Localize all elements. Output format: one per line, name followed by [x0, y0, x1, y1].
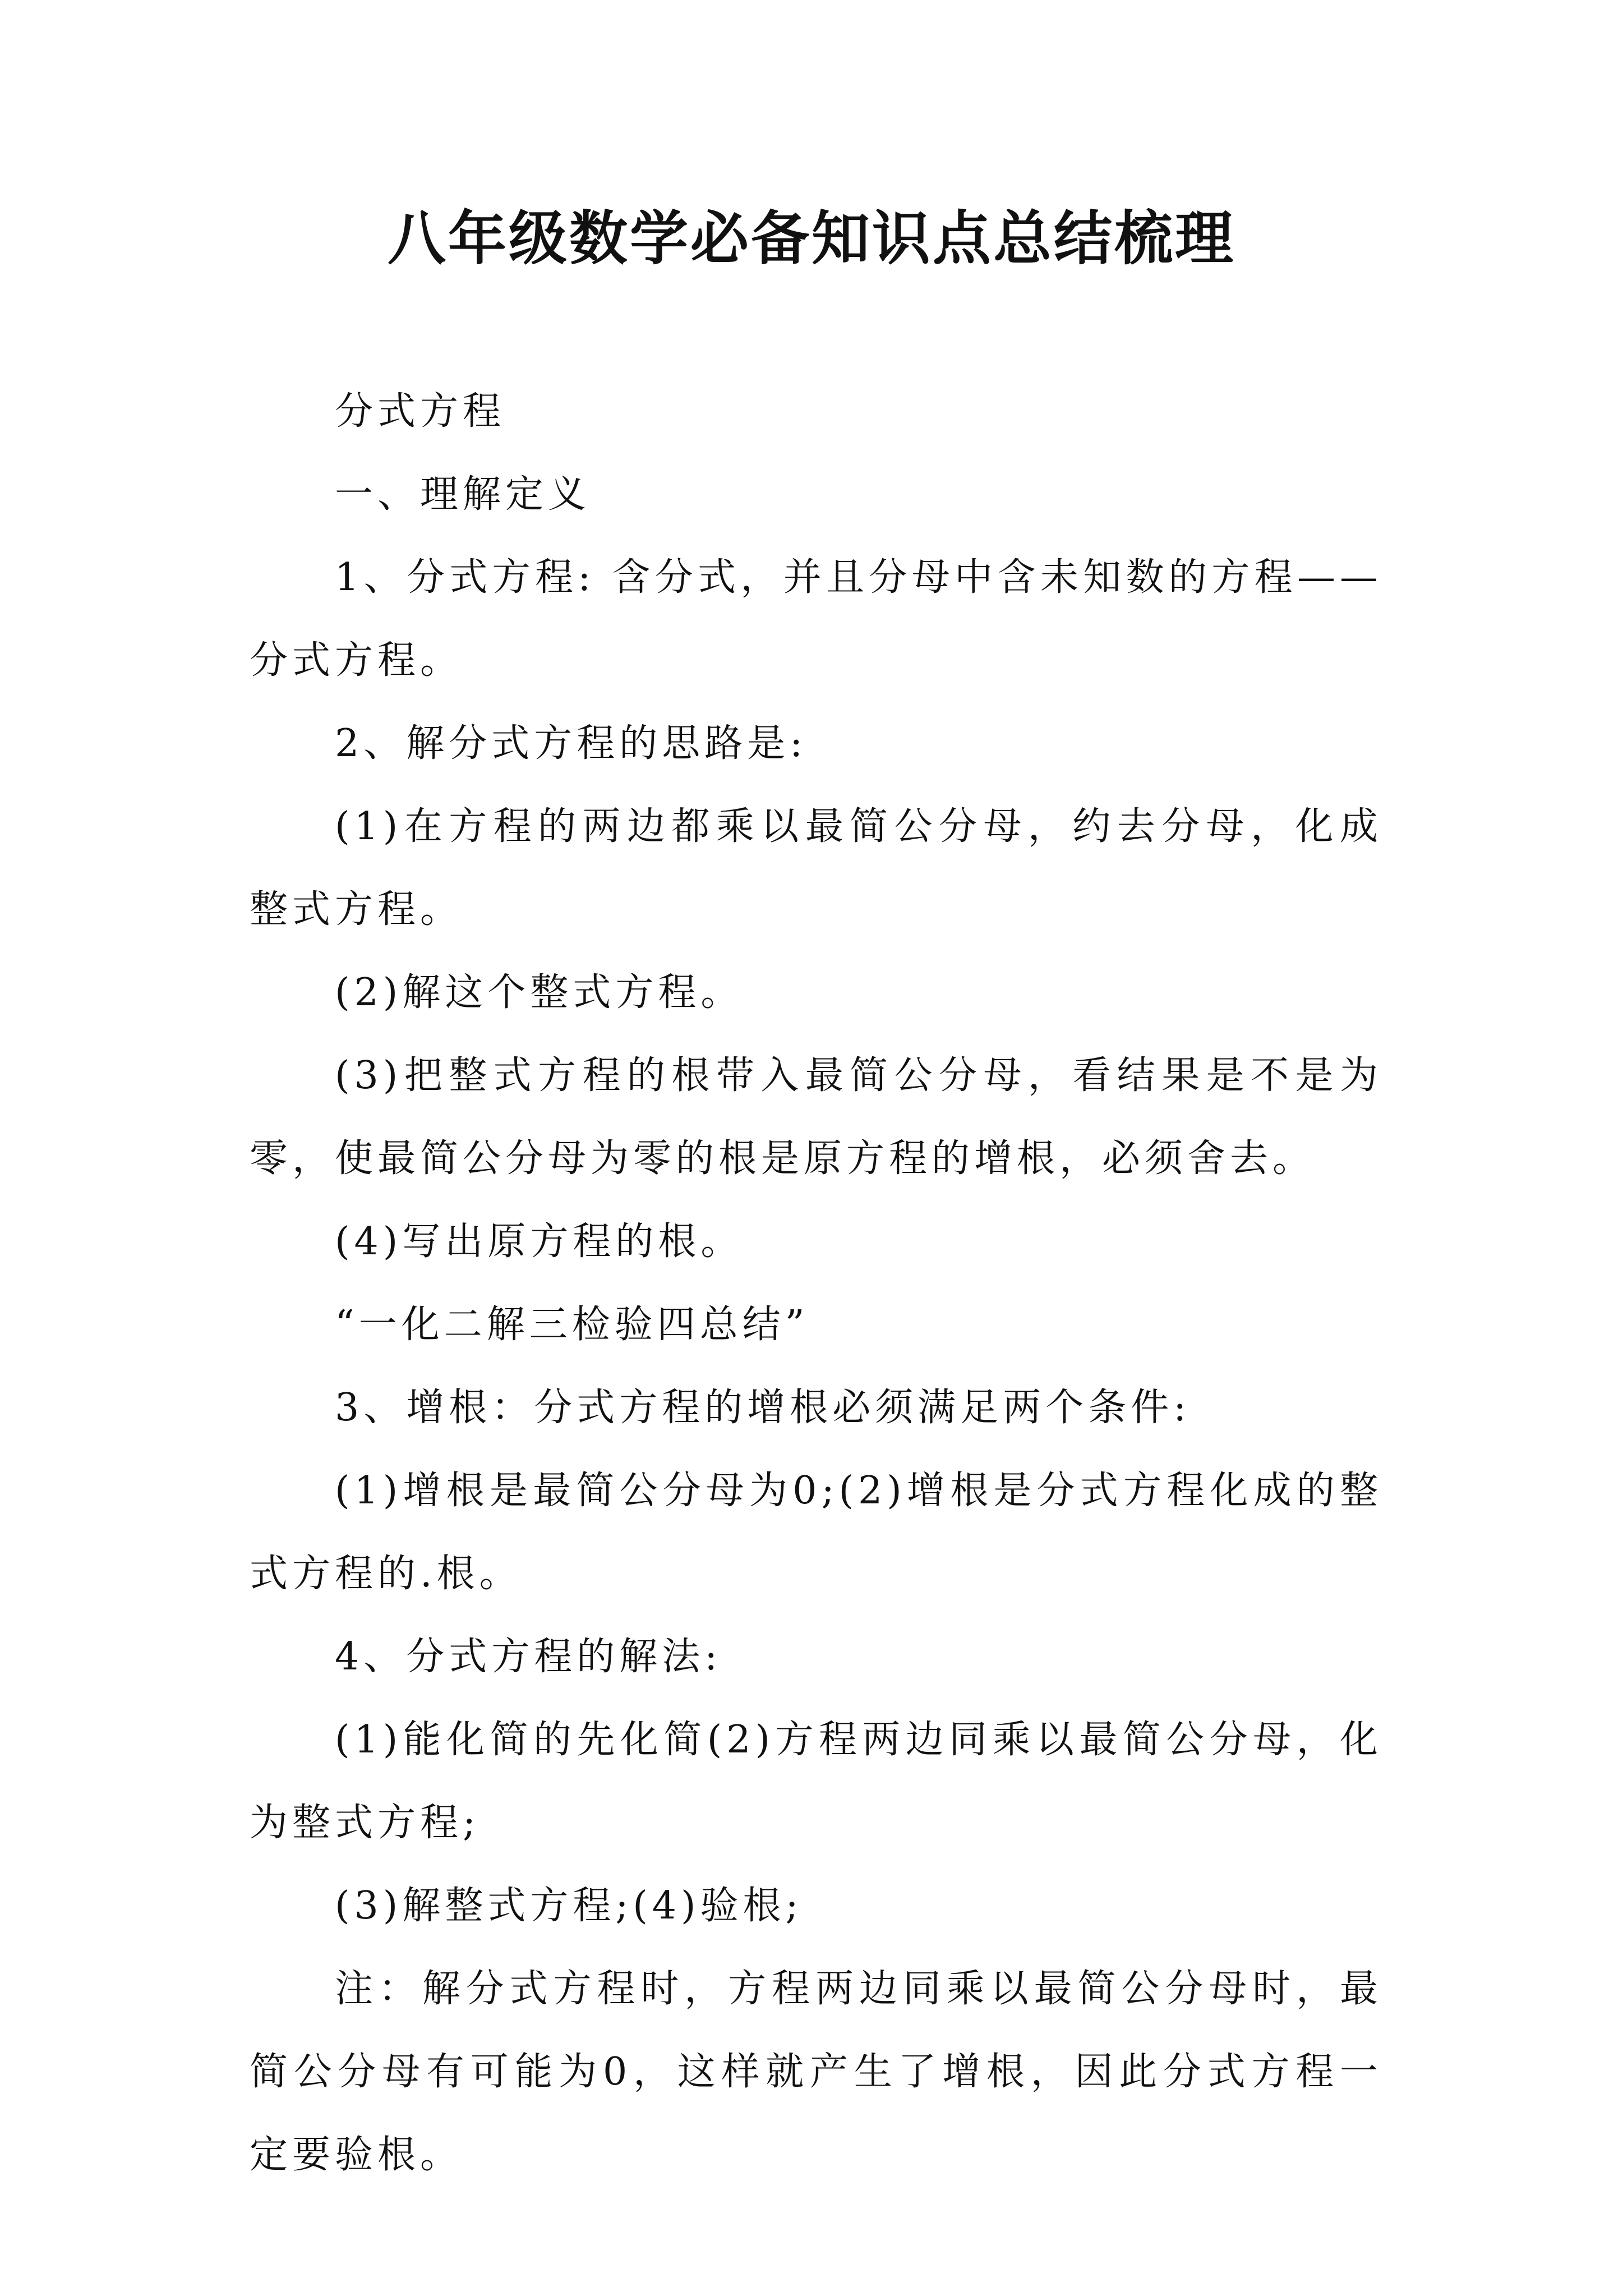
- step-2-paragraph: (2)解这个整式方程。: [335, 970, 744, 1015]
- definition-paragraph: 1、分式方程: 含分式，并且分母中含未知数的方程——分式方程。: [250, 555, 1382, 683]
- summary-quote: “一化二解三检验四总结”: [335, 1303, 809, 1347]
- step-4-paragraph: (4)写出原方程的根。: [335, 1220, 744, 1264]
- extraneous-root-conditions: (1)增根是最简公分母为0;(2)增根是分式方程化成的整式方程的.根。: [250, 1469, 1382, 1596]
- document-body: [250, 370, 1382, 2197]
- solution-method-steps-3-4: (3)解整式方程;(4)验根;: [335, 1884, 803, 1928]
- step-1-paragraph: (1)在方程的两边都乘以最简公分母，约去分母，化成整式方程。: [250, 804, 1382, 932]
- extraneous-root-heading: 3、增根：分式方程的增根必须满足两个条件:: [335, 1386, 1191, 1430]
- solving-approach-heading: 2、解分式方程的思路是:: [335, 721, 808, 766]
- step-3-paragraph: (3)把整式方程的根带入最简公分母，看结果是不是为零，使最简公分母为零的根是原方程的增根，必须舍去。: [250, 1053, 1382, 1181]
- section-heading-fractional-equations: 分式方程: [335, 389, 506, 434]
- solution-method-steps-1-2: (1)能化简的先化简(2)方程两边同乘以最简公分母，化为整式方程;: [250, 1718, 1382, 1845]
- note-paragraph: 注：解分式方程时，方程两边同乘以最简公分母时，最简公分母有可能为0，这样就产生了增根，因此分式方程一定要验根。: [250, 1967, 1382, 2177]
- document-title: 八年级数学必备知识点总结梳理: [387, 204, 1235, 273]
- subsection-heading-definition: 一、理解定义: [335, 472, 591, 517]
- solution-method-heading: 4、分式方程的解法:: [335, 1635, 722, 1679]
